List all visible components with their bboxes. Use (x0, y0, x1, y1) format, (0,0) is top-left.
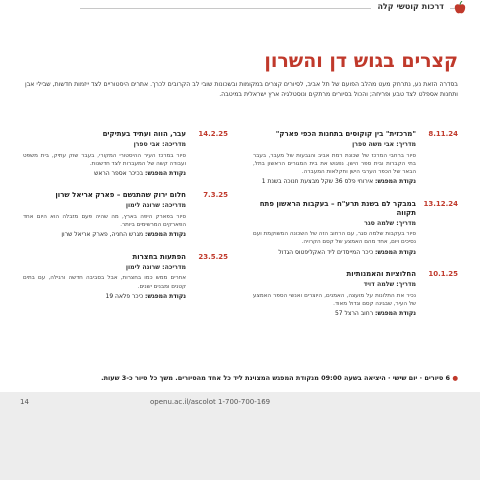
meeting-point-label: נקודת המפגש: (375, 248, 416, 256)
tour-date: 13.12.24 (423, 199, 458, 208)
page-title: קצרים בגוש דן והשרון (264, 50, 458, 72)
series-brand: דרכות קוטשי קלה (371, 2, 450, 11)
meeting-point-label: נקודת המפגש: (145, 292, 186, 300)
meeting-point-value: כיכר פלאה 19 (105, 292, 144, 300)
tour-title: עבר, הווה ועתיד בעתיקים (102, 130, 186, 138)
tour-guide: מדריך: שלמה סגר (364, 219, 416, 227)
meeting-point-value: כיכר המייסדים ליד האקליפטוס הגדול (278, 248, 374, 256)
tour-entry (253, 200, 458, 257)
tour-title: הפתעות בחצרות (132, 252, 186, 261)
tour-date: 14.2.25 (198, 130, 228, 138)
tour-description: אחרים ממש כמו בחצרות, אבל בסביבה חדשה ורגילה, עם בתים קטנים ומבנים ישנים. (23, 275, 186, 290)
meeting-point (23, 231, 186, 239)
meeting-point-value: מגרש החניה, פארק אריאל שרון (61, 231, 144, 239)
tour-title: החלוציות והאמנותיות (346, 270, 416, 279)
page-footer (0, 392, 480, 480)
meeting-point-label: נקודת המפגש: (145, 170, 186, 178)
tour-guide: מדריך: אבי משה ספרן (352, 141, 416, 148)
tour-entry (23, 253, 228, 301)
top-bar (0, 0, 480, 22)
tour-guide: מדריכה: שרונה לימון (125, 202, 186, 210)
tour-column-left (23, 130, 228, 314)
meeting-point-label: נקודת המפגש: (375, 310, 416, 318)
tour-date: 8.11.24 (428, 130, 458, 138)
tour-entry (253, 130, 458, 187)
tour-description: סיור בפארק היפה בארץ, מה שהיה פעם מזבלה הוא היום אחד הפארקים המרשימים ביותר. (23, 213, 186, 229)
tour-description: סיור במרכז העיר ההיסטורי המקורי, בעבר שוק עתיק, בית משפט ועבודה קשה של המעברות לצד חדשנות. (23, 152, 186, 167)
meeting-point-label: נקודת המפגש: (375, 178, 416, 186)
meeting-point-value: אירוחי פלס 36 שקל מבצעת חנוכה בשנת 1 (261, 178, 374, 186)
tour-guide: מדריך: שלמה דויד (363, 281, 416, 289)
tour-description: נכיר את התלונות על מועצה, האמנים, היוצרים ואנשי הספר האמצע של העיר, שבגינה קסם וגדול מאוד. (253, 292, 416, 307)
tour-title: במבקר לם בשנת תרע"ח – בעקבות הראשון פתח תקווה (259, 199, 416, 217)
tour-entry (23, 130, 228, 178)
meeting-point-value: רחוב הרצל 57 (334, 310, 374, 318)
tour-description: סיור ברחבי המרכז של שכונת רמת אביב והגבעות של מעבר, בעבר בתי הקברות ובית ספר הישן. נפגוש את בית המגורים הראשון בתל, הבאר של הכפר הערבי הישן וחקלאות המעברה. (253, 152, 416, 176)
bullet-icon: ● (452, 374, 458, 382)
tour-guide: מדריכה: אבי ספרן (133, 141, 186, 148)
meeting-point (23, 293, 186, 301)
tour-description: סיור בעקבות שלמה סגר, עם הרחוב הזה של השכונה המשוקמת ועם נסיכים ויום, אחד מהם האמצע של קסם הקרויה. (253, 231, 416, 246)
tour-guide: מדריכה: שרונה לימון (125, 263, 186, 271)
meeting-point-value: בכיכר אספר הראש (94, 170, 144, 178)
meeting-point (253, 249, 416, 257)
tour-date: 7.3.25 (203, 191, 228, 200)
intro-paragraph: בסדרה הזאת נע, נתרחק מעט מהלב הפועם של תל אביב, לסיורים קצרים במקומות ובשכונות שובי לב הקרובים לכרך. אתרים היסטוריים לצד ייזמות חדשות, שבילי אבן ותחנות אספלט לצד טבע ופריחה; והכול בסיורים מרתקים ונוסטלגיה ארץ ישראלית במיטבה. (25, 81, 458, 98)
schedule-note-text: 6 סיורים · יום שישי · היציאה בשעה 09:00 מנקודת המפגש המצוינת ליד כל אחד מהסיורים. משך כל סיור כ-3 שעות. (101, 374, 451, 382)
meeting-point (23, 170, 186, 178)
tour-column-right (253, 130, 458, 331)
tour-date: 10.1.25 (428, 270, 458, 279)
meeting-point-label: נקודת המפגש: (145, 231, 186, 239)
tour-date: 23.5.25 (198, 252, 228, 261)
apple-icon (454, 1, 466, 15)
meeting-point (253, 310, 416, 318)
page-number: 14 (20, 398, 29, 406)
schedule-note (18, 374, 458, 382)
tour-entry (253, 270, 458, 318)
contact-link[interactable]: openu.ac.il/ascolot 1-700-700-169 (150, 398, 271, 406)
tour-entry (23, 191, 228, 239)
meeting-point (253, 178, 416, 186)
tour-title: "מרכזית" בין קוקוסים בתחנות הכפי פארק" (275, 130, 416, 138)
tour-title: חלום ירוק שהתגשם – פארק אריאל שרון (55, 191, 186, 200)
